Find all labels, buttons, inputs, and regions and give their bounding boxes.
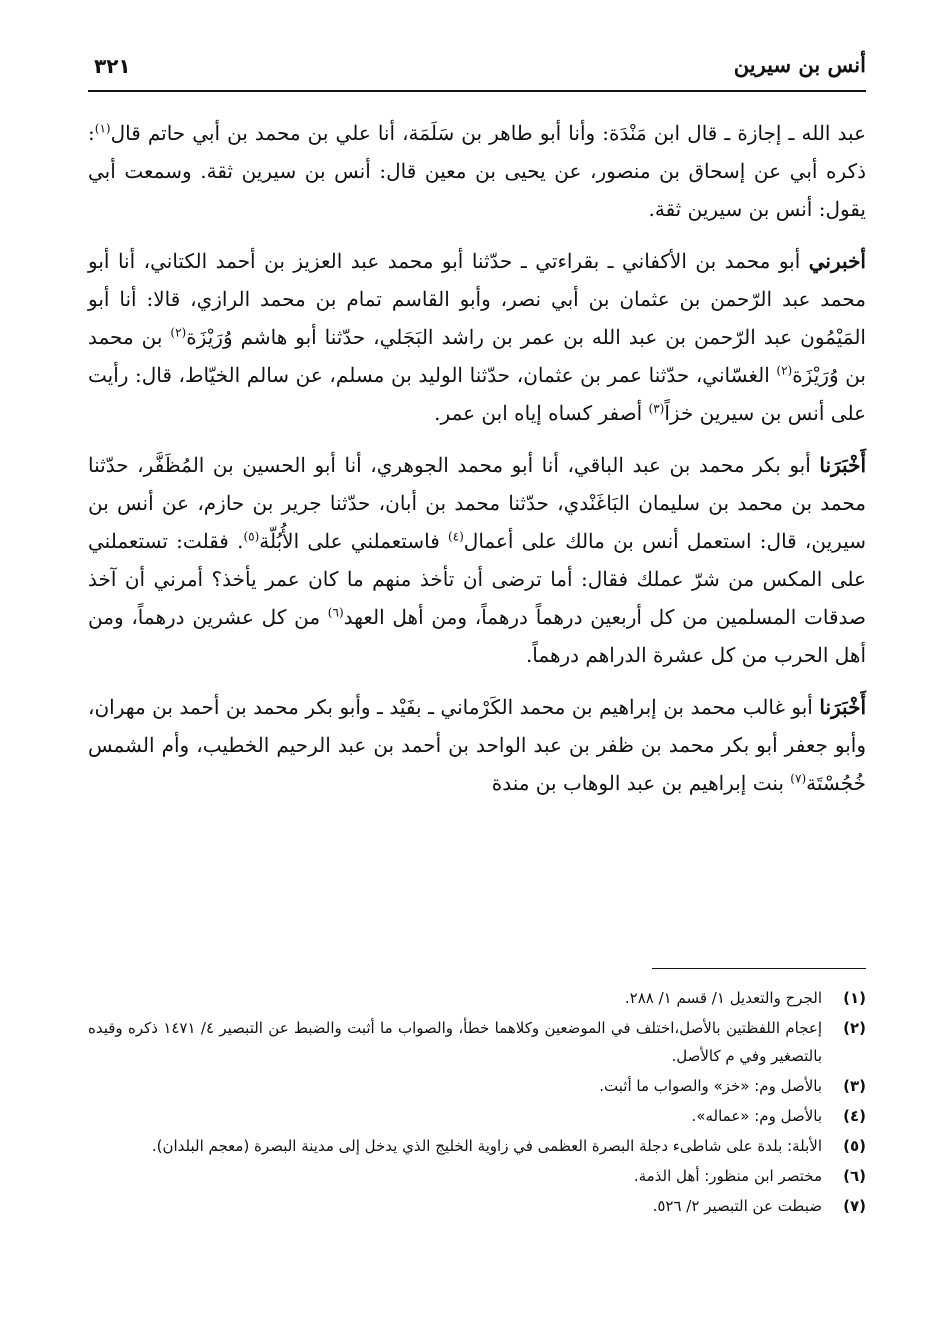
footnote-ref: (٣) — [648, 401, 665, 416]
text-run: فاستعملني على الأُبُلّة — [259, 529, 448, 553]
text-run: أبو محمد بن الأكفاني ـ بقراءتي ـ حدّثنا أبو محمد عبد العزيز بن أحمد الكتاني، أنا أبو محمد عبد الرّحمن بن عثمان بن أبي نصر، وأبو القاسم تمام بن محمد الرازي، قالا: أنا أبو المَيْمُون عبد الرّحمن بن عبد الله بن عمر بن راشد البَجَلي، حدّثنا أبو هاشم وُرَيْزَة — [88, 249, 866, 349]
paragraph-4 — [88, 688, 866, 802]
page-number: ٣٢١ — [94, 54, 131, 78]
paragraph-lead: أَخْبَرَنا — [819, 695, 866, 719]
footnote-text: الجرح والتعديل ١/ قسم ١/ ٢٨٨. — [624, 989, 822, 1007]
footnote-item — [88, 1162, 866, 1190]
text-run: عبد الله ـ إجازة ـ قال ابن مَنْدَة: وأنا أبو طاهر بن سَلَمَة، أنا علي بن محمد بن أبي حاتم قال — [110, 121, 867, 145]
text-run: من كل عشرين درهماً، ومن أهل الحرب من كل عشرة الدراهم درهماً. — [88, 605, 866, 667]
running-title: أنس بن سيرين — [733, 52, 866, 77]
footnote-ref: (٥) — [243, 529, 260, 544]
footnote-item — [88, 1102, 866, 1130]
paragraph-3 — [88, 446, 866, 674]
footnote-text: ضبطت عن التبصير ٢/ ٥٢٦. — [652, 1197, 822, 1215]
footnote-number: (٣) — [843, 1077, 866, 1095]
footnote-number: (٢) — [843, 1019, 866, 1037]
footnote-ref: (٧) — [790, 771, 807, 786]
text-run: : ذكره أبي عن إسحاق بن منصور، عن يحيى بن معين قال: أنس بن سيرين ثقة. وسمعت أبي يقول: أنس بن سيرين ثقة. — [88, 121, 866, 221]
footnote-item — [88, 1132, 866, 1160]
footnote-text: مختصر ابن منظور: أهل الذمة. — [633, 1167, 822, 1185]
footnote-text: إعجام اللفظتين بالأصل،اختلف في الموضعين وكلاهما خطأ، والصواب ما أثبت والضبط عن التبصير ٤/ ١٤٧١ ذكره وقيده بالتصغير وفي م كالأصل. — [88, 1019, 823, 1065]
footnote-ref: (٢) — [776, 363, 793, 378]
paragraph-lead: أخبرني — [808, 249, 866, 273]
footnote-text: بالأصل وم: «عماله». — [691, 1107, 822, 1125]
footnote-ref: (٤) — [447, 529, 464, 544]
text-run: . فقلت: تستعملني على المكس من شرّ عملك فقال: أما ترضى أن تأخذ منهم ما كان عمر يأخذ؟ أمرني أن آخذ صدقات المسلمين من كل أربعين درهماً درهماً، ومن أهل العهد — [88, 529, 867, 629]
paragraph-2 — [88, 242, 866, 432]
main-text — [88, 114, 866, 816]
header-rule — [88, 90, 866, 92]
footnote-ref: (٢) — [170, 325, 187, 340]
text-run: بنت إبراهيم بن عبد الوهاب بن مندة — [491, 771, 791, 795]
text-run: أبو غالب محمد بن إبراهيم بن محمد الكَرْماني ـ بفَيْد ـ وأبو بكر محمد بن أحمد بن مهران، وأبو جعفر أبو بكر محمد بن ظفر بن عبد الواحد بن أحمد بن عبد الرحيم الخطيب، وأم الشمس خُجُسْتَة — [88, 695, 867, 795]
text-run: أصفر كساه إياه ابن عمر. — [434, 401, 649, 425]
text-run: الغسّاني، حدّثنا عمر بن عثمان، حدّثنا الوليد بن مسلم، عن سالم الخيّاط، قال: رأيت على أنس بن سيرين خزاً — [88, 363, 866, 425]
footnote-item — [88, 1072, 866, 1100]
text-run: أبو بكر محمد بن عبد الباقي، أنا أبو محمد الجوهري، أنا أبو الحسين بن المُظَفَّر، حدّثنا محمد بن محمد بن سليمان البَاغَنْدي، حدّثنا محمد بن أبان، حدّثنا جرير بن حازم، عن أنس بن سيرين، قال: استعمل أنس بن مالك على أعمال — [88, 453, 867, 553]
footnote-item — [88, 1192, 866, 1220]
text-run: بن محمد بن وُرَيْزَة — [88, 325, 866, 387]
footnote-number: (٥) — [843, 1137, 866, 1155]
footnote-rule — [652, 968, 866, 969]
footnote-number: (٤) — [843, 1107, 866, 1125]
paragraph-1 — [88, 114, 866, 228]
paragraph-lead: أَخْبَرَنا — [819, 453, 866, 477]
footnote-item — [88, 1014, 866, 1070]
footnote-number: (٦) — [843, 1167, 866, 1185]
running-header — [88, 52, 866, 92]
footnote-item — [88, 984, 866, 1012]
footnote-ref: (٦) — [327, 605, 344, 620]
footnote-text: بالأصل وم: «خز» والصواب ما أثبت. — [599, 1077, 822, 1095]
footnote-number: (٧) — [843, 1197, 866, 1215]
footnote-number: (١) — [843, 989, 866, 1007]
footnote-text: الأبلة: بلدة على شاطىء دجلة البصرة العظمى في زاوية الخليج الذي يدخل إلى مدينة البصرة (معجم البلدان). — [151, 1137, 822, 1155]
footnotes — [88, 984, 866, 1222]
footnote-ref: (١) — [94, 121, 111, 136]
